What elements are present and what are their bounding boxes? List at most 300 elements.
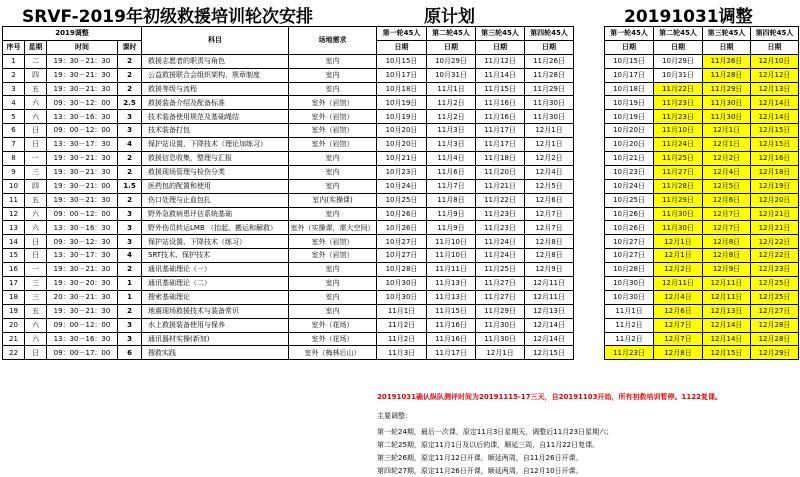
row-adjusted-date: 12月11日 [703,277,751,291]
row-original-date: 10月30日 [377,277,427,291]
row-original-date: 10月30日 [377,290,427,304]
row-venue: 室外（岩馆） [289,124,377,138]
row-venue: 室外（岩馆） [289,249,377,263]
row-adjusted-date: 12月13日 [751,82,799,96]
row-no: 20 [3,318,25,332]
adj-table-row [605,124,799,138]
row-original-date: 12月1日 [525,138,574,152]
row-weekday: 三 [25,277,47,291]
row-original-date: 11月15日 [476,82,525,96]
table-row [3,179,574,193]
row-subject: 通讯基础理论（二） [142,277,289,291]
row-adjusted-date: 10月26日 [605,221,654,235]
row-original-date: 11月29日 [476,304,525,318]
row-subject: 公益救援联合会组织架构、规章制度 [142,68,289,82]
suspension-notice: 20191031确认纵队测评时间为20191115-17三天，自20191103开始，所有初救培训暂停。1122复课。 [377,393,723,401]
table-row [3,277,574,291]
row-subject: SRT技术、保护技术 [142,249,289,263]
row-original-date: 11月30日 [525,110,574,124]
row-time: 09：00－12：00 [47,318,118,332]
row-hours: 2 [118,165,142,179]
row-adjusted-date: 12月25日 [751,290,799,304]
row-time: 19：30－20：30 [47,277,118,291]
row-time: 13：30－17：30 [47,249,118,263]
row-original-date: 11月25日 [476,263,525,277]
row-adjusted-date: 12月22日 [751,235,799,249]
row-original-date: 11月24日 [476,249,525,263]
row-adjusted-date: 11月2日 [605,332,654,346]
row-original-date: 11月16日 [476,96,525,110]
main-schedule-table [2,26,574,360]
row-weekday: 六 [25,221,47,235]
round-header: 第四轮45人 [525,27,574,41]
time-header: 时间 [47,40,118,54]
row-hours: 1 [118,277,142,291]
original-plan-title: 原计划 [424,7,475,27]
row-original-date: 10月15日 [377,54,427,68]
adj-table-row [605,249,799,263]
row-adjusted-date: 12月16日 [751,152,799,166]
row-venue: 室外（岩馆） [289,110,377,124]
row-original-date: 10月20日 [377,124,427,138]
adj-table-row [605,96,799,110]
adj-table-row [605,346,799,360]
row-original-date: 10月29日 [427,54,476,68]
row-venue: 室外（花场） [289,318,377,332]
row-weekday: 六 [25,332,47,346]
row-adjusted-date: 12月1日 [654,249,703,263]
row-weekday: 三 [25,165,47,179]
row-subject: 野外急救病患评估系统基础 [142,207,289,221]
adj-table-row [605,82,799,96]
header-row-1 [3,27,574,41]
row-adjusted-date: 12月11日 [703,290,751,304]
row-original-date: 11月9日 [427,221,476,235]
adj-round-header: 第一轮45人 [605,27,654,41]
row-original-date: 11月11日 [427,263,476,277]
table-row [3,346,574,360]
row-adjusted-date: 11月25日 [654,152,703,166]
row-subject: 野外伤员转运LMB （抬起、搬运和解救） [142,221,289,235]
adj-round-header: 第三轮45人 [703,27,751,41]
table-row [3,54,574,68]
row-weekday: 五 [25,304,47,318]
table-row [3,290,574,304]
row-hours: 2 [118,152,142,166]
row-adjusted-date: 12月13日 [703,304,751,318]
row-adjusted-date: 12月15日 [751,124,799,138]
row-original-date: 10月20日 [377,138,427,152]
table-row [3,332,574,346]
row-original-date: 10月23日 [377,165,427,179]
adjustment-note-line: 第四轮27期，原定11月26日开课，顺延两周，自12月10日开课。 [377,467,583,475]
row-weekday: 日 [25,346,47,360]
row-adjusted-date: 11月10日 [654,124,703,138]
row-adjusted-date: 10月20日 [605,124,654,138]
row-adjusted-date: 12月14日 [751,96,799,110]
row-adjusted-date: 11月23日 [605,346,654,360]
row-adjusted-date: 10月18日 [605,82,654,96]
row-venue: 室外（梅林后山） [289,346,377,360]
adj-table-row [605,304,799,318]
row-original-date: 10月27日 [377,235,427,249]
row-weekday: 五 [25,82,47,96]
row-time: 09：00－12：00 [47,124,118,138]
table-row [3,124,574,138]
row-venue: 室内 [289,290,377,304]
row-hours: 2 [118,68,142,82]
round-header: 第二轮45人 [427,27,476,41]
row-adjusted-date: 10月23日 [605,165,654,179]
row-original-date: 11月6日 [427,165,476,179]
row-original-date: 12月14日 [525,318,574,332]
row-venue: 室外（岩馆） [289,138,377,152]
table-row [3,110,574,124]
table-row [3,221,574,235]
row-adjusted-date: 11月2日 [605,318,654,332]
row-venue: 室内 [289,263,377,277]
row-no: 15 [3,249,25,263]
adj-table-row [605,263,799,277]
row-time: 19：30－21：30 [47,304,118,318]
row-time: 19：30－21：30 [47,193,118,207]
row-original-date: 10月27日 [377,249,427,263]
row-original-date: 10月28日 [377,263,427,277]
row-adjusted-date: 11月30日 [703,96,751,110]
row-adjusted-date: 12月8日 [703,249,751,263]
row-adjusted-date: 12月9日 [703,263,751,277]
row-venue: 室外（花场） [289,332,377,346]
row-adjusted-date: 12月20日 [751,193,799,207]
row-subject: 救援装备介绍及配备标准 [142,96,289,110]
row-subject: 伤口处理与止血包扎 [142,193,289,207]
row-subject: 救援等级与流程 [142,82,289,96]
adj-table-row [605,221,799,235]
row-original-date: 10月18日 [377,82,427,96]
table-row [3,138,574,152]
row-venue: 室外（岩馆） [289,235,377,249]
row-weekday: 日 [25,249,47,263]
row-subject: 搜救实践 [142,346,289,360]
row-hours: 2 [118,82,142,96]
row-venue: 室内 [289,165,377,179]
adj-table-row [605,207,799,221]
row-original-date: 12月2日 [525,152,574,166]
row-adjusted-date: 12月4日 [703,165,751,179]
row-no: 3 [3,82,25,96]
row-adjusted-date: 10月31日 [654,68,703,82]
row-weekday: 五 [25,193,47,207]
row-original-date: 11月2日 [427,110,476,124]
row-adjusted-date: 11月27日 [654,165,703,179]
row-subject: 救援现场管理与检伤分类 [142,165,289,179]
row-time: 19：30－21：30 [47,263,118,277]
row-original-date: 12月8日 [525,235,574,249]
row-original-date: 11月13日 [427,290,476,304]
date-header: 日期 [377,40,427,54]
row-adjusted-date: 11月23日 [654,110,703,124]
table-row [3,68,574,82]
row-adjusted-date: 11月28日 [703,68,751,82]
adj-table-row [605,318,799,332]
row-adjusted-date: 11月26日 [703,54,751,68]
table-row [3,165,574,179]
row-adjusted-date: 12月22日 [751,249,799,263]
row-hours: 2 [118,263,142,277]
adj-date-header: 日期 [605,40,654,54]
row-weekday: 六 [25,318,47,332]
row-adjusted-date: 10月30日 [605,277,654,291]
table-row [3,304,574,318]
table-row [3,152,574,166]
date-header: 日期 [427,40,476,54]
row-hours: 3 [118,235,142,249]
row-no: 11 [3,193,25,207]
table-row [3,263,574,277]
round-header: 第三轮45人 [476,27,525,41]
row-weekday: 一 [25,263,47,277]
row-original-date: 11月28日 [525,68,574,82]
row-time: 13：30－16：30 [47,221,118,235]
row-no: 13 [3,221,25,235]
row-adjusted-date: 12月1日 [703,124,751,138]
row-original-date: 11月17日 [476,124,525,138]
row-weekday: 四 [25,179,47,193]
row-adjusted-date: 10月26日 [605,207,654,221]
row-time: 19：30－21：30 [47,165,118,179]
row-original-date: 12月13日 [525,304,574,318]
row-original-date: 11月13日 [427,277,476,291]
row-venue: 室内 [289,54,377,68]
table-row [3,207,574,221]
table-row [3,318,574,332]
table-row [3,193,574,207]
row-adjusted-date: 12月6日 [654,304,703,318]
row-no: 5 [3,110,25,124]
row-hours: 3 [118,318,142,332]
row-time: 09：30－12：00 [47,96,118,110]
row-original-date: 12月11日 [525,290,574,304]
row-subject: 救援志愿者的职责与角色 [142,54,289,68]
row-original-date: 11月1日 [427,82,476,96]
round-header: 第一轮45人 [377,27,427,41]
row-no: 1 [3,54,25,68]
row-original-date: 12月7日 [525,207,574,221]
row-adjusted-date: 11月28日 [654,179,703,193]
row-adjusted-date: 10月27日 [605,249,654,263]
row-original-date: 11月16日 [427,332,476,346]
row-adjusted-date: 12月7日 [703,207,751,221]
table-row [3,96,574,110]
row-time: 13：30－16：30 [47,110,118,124]
row-weekday: 六 [25,207,47,221]
row-no: 19 [3,304,25,318]
row-original-date: 11月26日 [525,54,574,68]
row-original-date: 12月1日 [476,346,525,360]
row-adjusted-date: 11月29日 [703,82,751,96]
row-subject: 保护站设置、下降技术（练习） [142,235,289,249]
row-original-date: 11月14日 [476,68,525,82]
row-subject: 救援信息收集，整理与汇报 [142,152,289,166]
adj-table-row [605,235,799,249]
row-adjusted-date: 11月29日 [654,193,703,207]
no-header: 序号 [3,40,25,54]
row-original-date: 11月7日 [427,179,476,193]
adj-table-row [605,332,799,346]
row-original-date: 11月8日 [427,193,476,207]
row-adjusted-date: 12月5日 [703,179,751,193]
row-original-date: 11月24日 [476,235,525,249]
row-adjusted-date: 12月4日 [654,290,703,304]
row-adjusted-date: 10月25日 [605,193,654,207]
row-original-date: 11月16日 [427,318,476,332]
row-subject: 医药包的配置和使用 [142,179,289,193]
row-weekday: 日 [25,235,47,249]
row-venue: 室内 [289,277,377,291]
row-original-date: 11月12日 [476,54,525,68]
adj-table-row [605,179,799,193]
row-weekday: 六 [25,96,47,110]
row-adjusted-date: 11月23日 [654,96,703,110]
row-time: 20：30－21：30 [47,290,118,304]
row-original-date: 11月3日 [427,124,476,138]
row-venue: 室外（岩馆） [289,96,377,110]
row-adjusted-date: 10月28日 [605,263,654,277]
row-original-date: 11月23日 [476,207,525,221]
adj-table-row [605,277,799,291]
hours-header: 课时 [118,40,142,54]
row-hours: 4 [118,138,142,152]
row-adjusted-date: 12月21日 [751,221,799,235]
row-adjusted-date: 12月11日 [654,277,703,291]
row-original-date: 11月17日 [476,138,525,152]
adj-header-row-1 [605,27,799,41]
row-weekday: 二 [25,54,47,68]
row-original-date: 10月24日 [377,179,427,193]
row-hours: 3 [118,110,142,124]
row-time: 13：30－17：30 [47,138,118,152]
row-adjusted-date: 12月7日 [703,221,751,235]
row-original-date: 11月2日 [427,96,476,110]
row-adjusted-date: 11月24日 [654,138,703,152]
row-adjusted-date: 10月19日 [605,110,654,124]
adjustment-note-line: 第二轮25期，原定11月1日及以后的课，顺延三周，自11月22日复课。 [377,441,600,449]
row-original-date: 11月29日 [525,82,574,96]
row-no: 17 [3,277,25,291]
row-original-date: 11月18日 [476,152,525,166]
row-adjusted-date: 12月1日 [654,235,703,249]
adj-table-row [605,165,799,179]
adj-table-row [605,193,799,207]
date-header: 日期 [476,40,525,54]
row-no: 9 [3,165,25,179]
row-adjusted-date: 12月2日 [654,263,703,277]
row-time: 09：00－12：00 [47,207,118,221]
row-subject: 保护站设置、下降技术（理论加练习） [142,138,289,152]
row-original-date: 11月17日 [427,346,476,360]
row-adjusted-date: 12月19日 [751,179,799,193]
row-adjusted-date: 10月30日 [605,290,654,304]
adjusted-plan-title: 20191031调整 [624,7,753,27]
row-venue: 室内(实操课) [289,193,377,207]
row-original-date: 12月7日 [525,221,574,235]
row-original-date: 12月4日 [525,165,574,179]
row-adjusted-date: 12月18日 [751,165,799,179]
row-original-date: 12月1日 [525,124,574,138]
row-adjusted-date: 10月24日 [605,179,654,193]
row-original-date: 11月30日 [476,332,525,346]
table-row [3,249,574,263]
row-adjusted-date: 11月22日 [654,82,703,96]
row-hours: 1.5 [118,179,142,193]
row-adjusted-date: 10月29日 [654,54,703,68]
row-original-date: 11月1日 [377,304,427,318]
row-original-date: 12月14日 [525,332,574,346]
row-subject: 技术装备打包 [142,124,289,138]
row-hours: 3 [118,207,142,221]
row-adjusted-date: 12月28日 [751,332,799,346]
row-no: 4 [3,96,25,110]
row-subject: 通讯基础理论（一） [142,263,289,277]
row-no: 6 [3,124,25,138]
row-subject: 搜索基础理论 [142,290,289,304]
row-adjusted-date: 10月19日 [605,96,654,110]
table-row [3,235,574,249]
adj-table-row [605,138,799,152]
row-original-date: 11月3日 [377,346,427,360]
row-original-date: 11月9日 [427,207,476,221]
row-original-date: 10月25日 [377,193,427,207]
row-venue: 室内 [289,207,377,221]
row-time: 09：00－17：00 [47,346,118,360]
row-subject: 通讯器材实操(新加) [142,332,289,346]
row-time: 13：30－16：30 [47,332,118,346]
row-adjusted-date: 12月21日 [751,207,799,221]
row-original-date: 10月21日 [377,152,427,166]
row-subject: 地震现场救援技术与装备常识 [142,304,289,318]
row-adjusted-date: 12月7日 [654,318,703,332]
row-hours: 6 [118,346,142,360]
row-time: 19：30－21：00 [47,179,118,193]
row-no: 14 [3,235,25,249]
row-weekday: 日 [25,124,47,138]
row-adjusted-date: 12月27日 [751,304,799,318]
row-venue: 室外（实操课，需大空间） [289,221,377,235]
row-original-date: 10月31日 [427,68,476,82]
adj-table-row [605,110,799,124]
row-original-date: 11月23日 [476,221,525,235]
row-subject: 水上救援装备使用与保养 [142,318,289,332]
row-original-date: 11月22日 [476,193,525,207]
row-no: 18 [3,290,25,304]
row-no: 2 [3,68,25,82]
row-original-date: 12月8日 [525,249,574,263]
adj-date-header: 日期 [703,40,751,54]
row-adjusted-date: 12月8日 [703,235,751,249]
row-adjusted-date: 11月1日 [605,304,654,318]
row-hours: 2 [118,193,142,207]
row-adjusted-date: 12月14日 [703,318,751,332]
row-adjusted-date: 12月8日 [654,346,703,360]
adjustment-note-line: 第一轮24期，最后一次课，原定11月3日星期天，调整后11月23日星期六； [377,428,614,436]
row-hours: 3 [118,221,142,235]
row-adjusted-date: 10月15日 [605,54,654,68]
row-hours: 2.5 [118,96,142,110]
row-hours: 2 [118,304,142,318]
row-venue: 室内 [289,82,377,96]
adj-date-header: 日期 [751,40,799,54]
adj-date-header: 日期 [654,40,703,54]
